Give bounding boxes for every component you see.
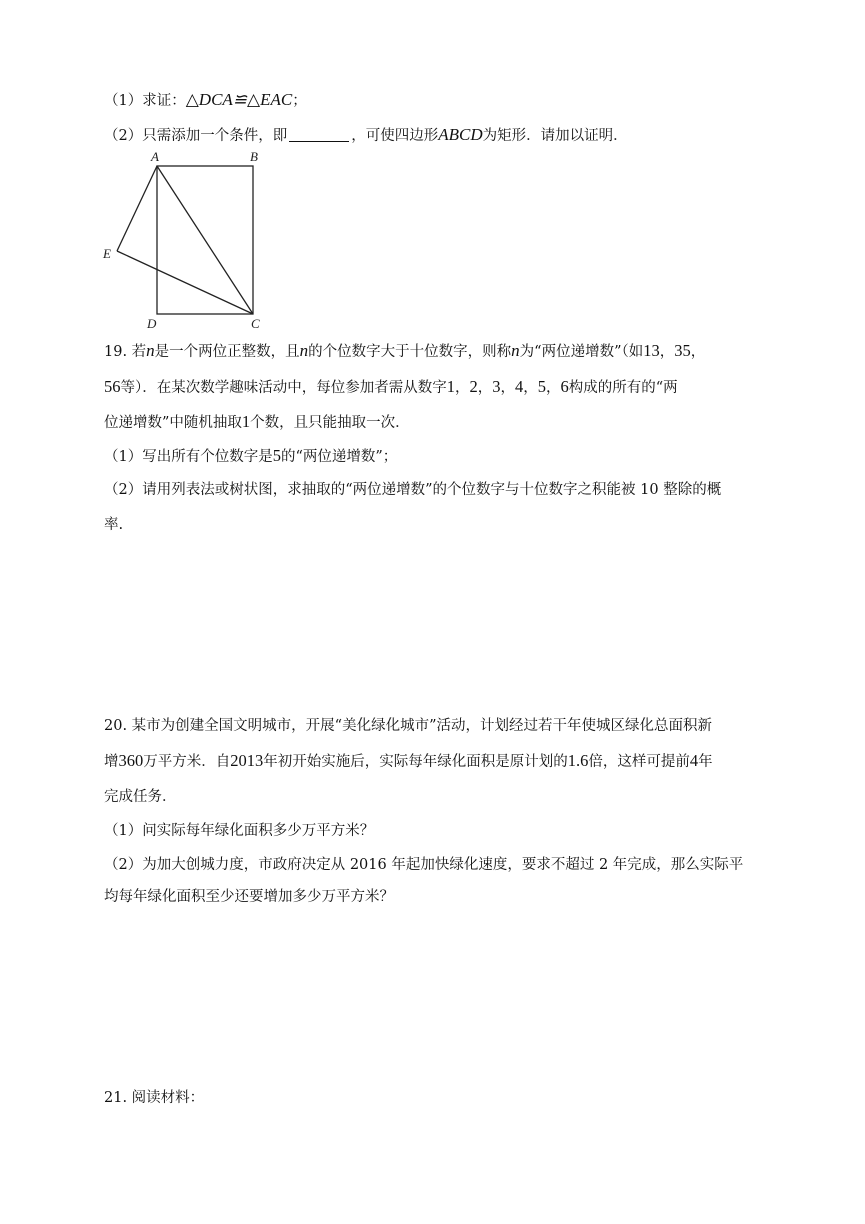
q20-part2: （2）为加大创城力度，市政府决定从 2016 年起加快绿化速度，要求不超过 2 年完成，那么实际平 (104, 857, 744, 873)
q19-line1: 19. 若n是一个两位正整数，且n的个位数字大于十位数字，则称n为“两位递增数”（如13，35， (104, 341, 706, 360)
q18-part1: （1）求证：△DCA≌△EAC； (104, 90, 307, 109)
q18-geometry-figure (98, 148, 268, 333)
q20-part1: （1）问实际每年绿化面积多少万平方米？ (104, 823, 375, 839)
label-e: E (103, 246, 111, 261)
q18-part1-math: △DCA≌△EAC (185, 90, 293, 109)
q20-part2-cont: 均每年绿化面积至少还要增加多少万平方米？ (104, 889, 394, 905)
q19-line2: 56等）．在某次数学趣味活动中，每位参加者需从数字1，2，3，4，5，6构成的所有的“两 (104, 377, 678, 396)
q20-line2: 增360万平方米．自2013年初开始实施后，实际每年绿化面积是原计划的1.6倍，这样可提前4年 (104, 751, 713, 770)
q20-line3: 完成任务． (104, 789, 177, 805)
q19-part1: （1）写出所有个位数字是5的“两位递增数”； (104, 446, 398, 465)
q21-line1: 21. 阅读材料： (104, 1090, 205, 1106)
label-a: A (151, 149, 159, 164)
q19-part2: （2）请用列表法或树状图，求抽取的“两位递增数”的个位数字与十位数字之积能被 10 整除的概 (104, 482, 722, 498)
label-d: D (147, 316, 157, 331)
segment-ae (117, 166, 157, 251)
label-b: B (250, 149, 258, 164)
q20-line1: 20. 某市为创建全国文明城市，开展“美化绿化城市”活动，计划经过若干年使城区绿化总面积新 (104, 718, 712, 734)
q19-line3: 位递增数”中随机抽取1个数，且只能抽取一次． (104, 412, 410, 431)
answer-blank[interactable] (289, 127, 349, 142)
q19-part2-cont: 率. (104, 517, 124, 533)
q18-part2: （2）只需添加一个条件，即 ，可使四边形ABCD为矩形．请加以证明． (104, 125, 628, 144)
label-c: C (251, 316, 260, 331)
